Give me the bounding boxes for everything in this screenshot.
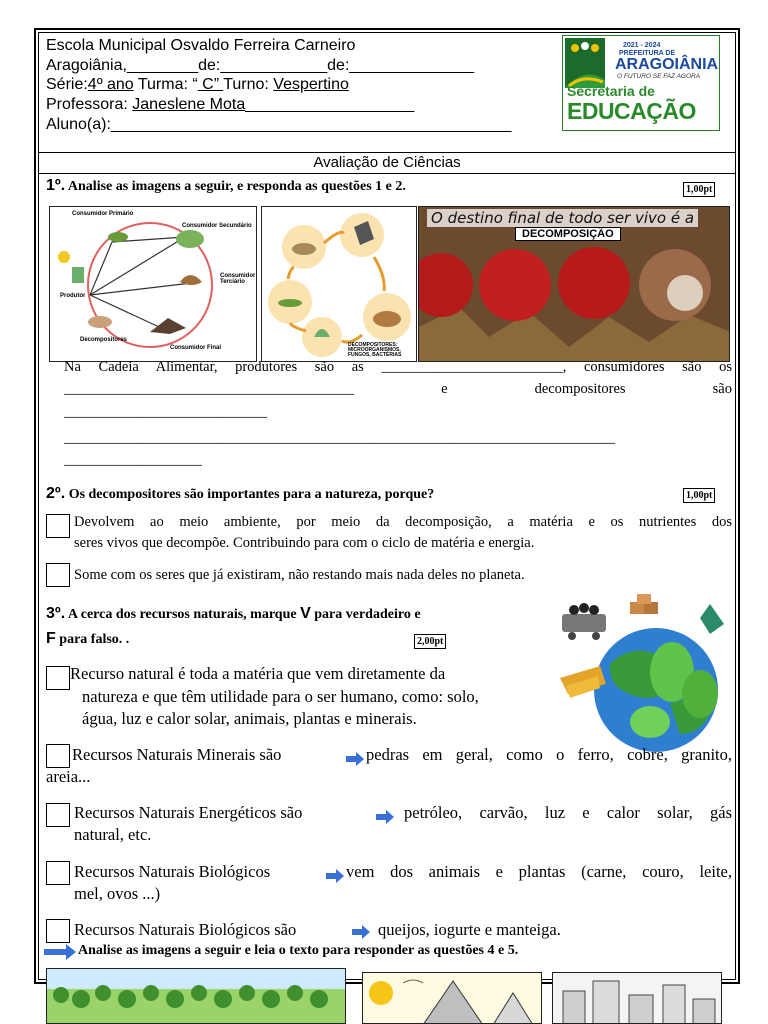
date-line[interactable]: Aragoiânia,________de:____________de:______________ [46,57,474,74]
question-3-item-1-line-c: água, luz e calor solar, animais, plantas e minerais. [82,709,417,728]
question-2-option-1-line-a: Devolvem ao meio ambiente, por meio da decomposição, a matéria e os nutrientes dos [74,514,732,530]
question-2-heading [46,485,434,503]
question-3-score: 2,00pt [414,634,446,649]
label-primary-consumer: Consumidor Primário [72,211,134,217]
question-3-heading-line-1 [46,605,421,623]
photo-handwritten-caption: O destino final de todo ser vivo é a [427,209,698,227]
teacher-label: Professora: [46,96,133,113]
city-graphic [553,973,722,1024]
turma-value: C” [197,76,224,93]
serie-value: 4º ano [87,76,134,93]
teacher-blank: ___________________ [245,96,415,113]
logo-city: ARAGOIÂNIA [615,56,719,73]
turma-label: Turma: “ [133,76,198,93]
arrow-right-icon [326,869,344,883]
question-3-heading-line-2 [46,630,129,648]
photo-decomposition-label: DECOMPOSIÇÃO [515,227,621,241]
question-3-item-4-checkbox[interactable] [46,861,70,885]
cycle-caption: DECOMPOSITORES: MICROORGANISMOS, FUNGOS, BACTÉRIAS [348,342,402,358]
title-divider [38,173,736,174]
label-secondary-consumer: Consumidor Secundário [182,223,252,229]
decomposition-apples-photo [418,206,730,362]
question-1-line-3[interactable]: ____________________________ [64,404,267,420]
label-final-consumer: Consumidor Final [170,345,221,351]
logo-years: 2021 - 2024 [623,42,661,49]
turno-value: Vespertino [273,76,349,93]
question-2-option-2: Some com os seres que já existiram, não restando mais nada deles no planeta. [74,567,525,583]
question-1-line-5[interactable]: ___________________ [64,452,202,468]
label-tertiary-consumer: Consumidor Terciário [220,273,256,285]
question-3-item-1-checkbox[interactable] [46,666,70,690]
turno-label: Turno: [223,76,274,93]
forest-graphic [47,969,346,1024]
question-2-score: 1,00pt [683,488,715,503]
teacher-line [46,95,414,115]
logo-dept-line1: Secretaria de [567,83,655,99]
question-1-heading [46,177,406,195]
natural-resources-illustration [560,594,736,754]
question-1-text: Analise as imagens a seguir, e responda as questões 1 e 2. [65,179,406,194]
question-1-line-2[interactable] [64,379,732,399]
label-producer: Produtor [60,293,86,299]
question-3-text-b: para verdadeiro e [310,607,421,622]
page-title: Avaliação de Ciências [313,154,461,171]
school-name: Escola Municipal Osvaldo Ferreira Carneiro [46,37,356,54]
student-name-line[interactable]: Aluno(a):_____________________________________________ [46,116,512,133]
teacher-name: Janeslene Mota [132,96,246,113]
class-info-line [46,75,349,95]
question-3-item-3-line-b: petróleo, carvão, luz e calor solar, gás [404,803,732,822]
question-1-word-sao: são [712,381,732,397]
question-3-number: 3º. [46,605,66,622]
food-chain-diagram [49,206,257,362]
arrow-right-icon [352,925,370,939]
logo-dept-line2: EDUCAÇÃO [567,98,696,124]
question-3-item-2-line-b: pedras em geral, como o ferro, cobre, granito, [366,745,732,764]
question-3-item-3-checkbox[interactable] [46,803,70,827]
logo-slogan: O FUTURO SE FAZ AGORA [617,73,701,80]
question-2-option-1-checkbox[interactable] [46,514,70,538]
question-3-text-c: para falso. . [55,632,130,647]
pollution-graphic [363,973,542,1024]
cycle-graphic [262,207,415,360]
question-3-item-4-line-b: vem dos animais e plantas (carne, couro, leite, [346,862,732,881]
question-3-item-5-line-a: Recursos Naturais Biológicos são [74,920,297,939]
question-4-intro: Analise as imagens a seguir e leia o texto para responder as questões 4 e 5. [78,943,519,958]
question-3-item-3-line-a: Recursos Naturais Energéticos são [74,803,303,822]
question-1-line-4[interactable]: ____________________________________________________________________________ [64,430,615,446]
polluted-landscape-image [362,972,542,1024]
education-secretary-logo [562,35,720,131]
question-1-word-e: e [441,381,448,397]
question-1-word-decompositores: decompositores [534,381,626,397]
logo-prefeitura: PREFEITURA DE [619,50,676,57]
question-3-item-1-line-a: Recurso natural é toda a matéria que vem diretamente da [70,664,446,683]
arrow-right-icon [376,810,394,824]
question-3-f: F [46,630,56,647]
question-3-text-a: A cerca dos recursos naturais, marque [65,607,301,622]
question-2-number: 2º. [46,485,66,502]
question-3-item-3-line-c: natural, etc. [74,825,152,844]
label-decomposers: Decompositores [80,337,128,343]
decomposition-cycle-illustration [261,206,417,362]
question-1-blank-consumers[interactable]: ________________________________________ [64,381,354,397]
question-2-option-1-line-b: seres vivos que decompõe. Contribuindo para com o ciclo de matéria e energia. [74,535,535,551]
question-3-item-4-line-c: mel, ovos ...) [74,884,161,903]
question-3-item-4-line-a: Recursos Naturais Biológicos [74,862,271,881]
question-2-option-2-checkbox[interactable] [46,563,70,587]
question-3-item-5-line-b: queijos, iogurte e manteiga. [378,920,561,939]
forest-landscape-image [46,968,346,1024]
question-3-v: V [300,605,311,622]
question-3-item-5-checkbox[interactable] [46,919,70,943]
question-1-score: 1,00pt [683,182,715,197]
question-3-item-2-checkbox[interactable] [46,744,70,768]
question-3-item-1-line-b: natureza e que têm utilidade para o ser humano, como: solo, [82,687,479,706]
question-3-item-2-line-a: Recursos Naturais Minerais são [72,745,282,764]
serie-label: Série: [46,76,88,93]
arrow-right-icon [44,944,76,960]
question-1-number: 1º. [46,177,66,194]
question-2-text: Os decompositores são importantes para a natureza, porque? [65,487,435,502]
question-1-line-1[interactable]: Na Cadeia Alimentar, produtores são as _________________________, consumidores são os [64,359,732,375]
city-landscape-image [552,972,722,1024]
question-3-item-2-line-c: areia... [46,767,91,786]
arrow-right-icon [346,752,364,766]
globe-resources-graphic [560,594,736,754]
